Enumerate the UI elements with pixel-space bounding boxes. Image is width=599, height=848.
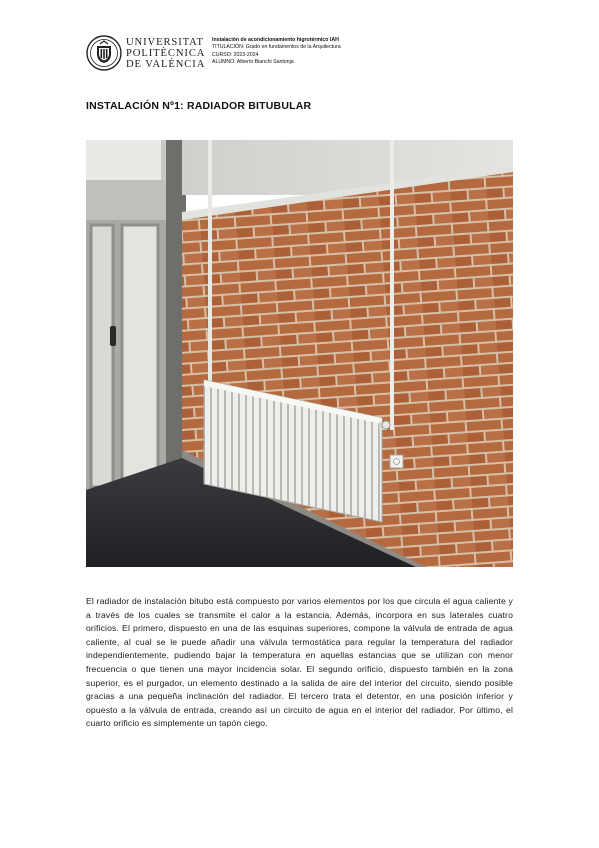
radiator-photo bbox=[86, 140, 513, 567]
document-meta bbox=[212, 37, 341, 67]
student-line: ALUMNO: Alberto Bianchi Santonja bbox=[212, 59, 294, 66]
section-title: INSTALACIÓN Nº1: RADIADOR BITUBULAR bbox=[86, 100, 312, 112]
university-name-line: DE VALÈNCIA bbox=[126, 59, 206, 71]
subject-line: Instalación de acondicionamiento higrotérmico IAH bbox=[212, 37, 339, 43]
course-line: CURSO: 2023-2024 bbox=[212, 51, 259, 58]
degree-line: TITULACIÓN: Grado en fundamentos de la Arquitectura bbox=[212, 44, 341, 51]
description-paragraph: El radiador de instalación bitubo está compuesto por varios elementos por los que circula el agua caliente y a través de los cuales se transmite el calor a la estancia. Además, incorpora en sus laterales cuatro orificios. El primero, dispuesto en una de las esquinas superiores, compone la válvula de entrada de agua caliente, al cual se le puede añadir una válvula termostática para regular la temperatura del radiador independientemente, pudiendo bajar la temperatura en aquellas estancias que se utilizan con menor frecuencia o que tienen una mayor incidencia solar. El segundo orificio, dispuesto también en la zona superior, es el purgador, un elemento destinado a la salida de aire del interior del circuito, siendo posible gracias a una pequeña inclinación del radiador. El tercero trata el detentor, en una posición inferior y opuesto a la válvula de entrada, creando así un circuito de agua en el interior del radiador. Por último, el cuarto orificio es simplemente un tapón ciego. bbox=[86, 596, 513, 729]
university-name-line: POLITÈCNICA bbox=[126, 48, 206, 60]
university-name bbox=[126, 37, 205, 71]
university-seal-logo bbox=[86, 35, 122, 71]
university-name-line: UNIVERSITAT bbox=[126, 37, 204, 48]
document-header bbox=[86, 35, 526, 75]
